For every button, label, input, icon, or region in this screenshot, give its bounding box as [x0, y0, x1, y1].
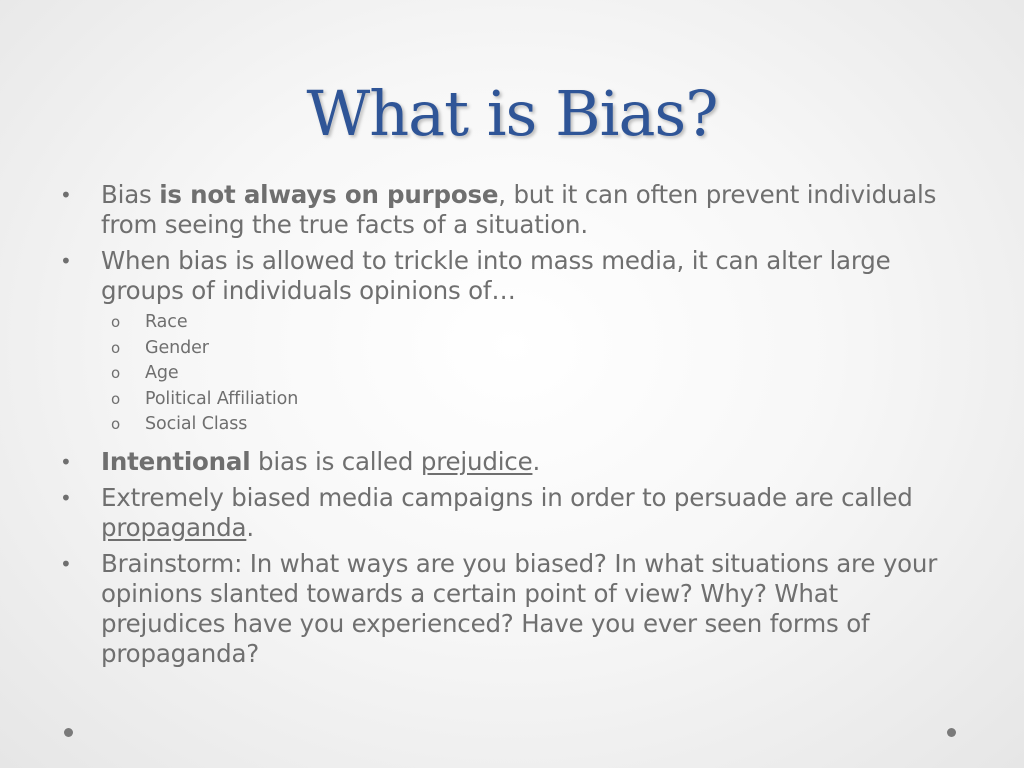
sub-bullet-circle-icon: o	[111, 338, 121, 357]
bullet-text: Extremely biased media campaigns in order to persuade are called	[101, 482, 913, 512]
sub-bullet-list	[60, 310, 965, 438]
bullet-item-intentional	[60, 447, 965, 477]
sub-bullet-circle-icon: o	[111, 313, 121, 331]
bullet-bold-text: Intentional	[101, 446, 251, 476]
bullet-text: , but it can often prevent individuals from seeing the true facts of a situation.	[101, 180, 937, 239]
bullet-item-bias-purpose	[60, 180, 965, 240]
sub-bullet-text: Age	[145, 363, 179, 383]
bullet-list	[60, 180, 965, 675]
bullet-item-mass-media	[60, 246, 965, 306]
underlined-term-prejudice: prejudice	[420, 446, 533, 476]
sub-bullet-text: Race	[145, 312, 188, 332]
sub-bullet-item	[60, 361, 965, 387]
bullet-text: When bias is allowed to trickle into mass media, it can alter large groups of individuals opinions of…	[101, 246, 891, 305]
bullet-dot-icon: •	[60, 183, 72, 207]
bullet-bold-text: is not always on purpose	[159, 180, 499, 209]
bullet-text: .	[246, 512, 254, 542]
bullet-dot-icon: •	[60, 551, 72, 576]
sub-bullet-text: Social Class	[145, 414, 248, 434]
bullet-dot-icon: •	[60, 485, 72, 510]
sub-bullet-circle-icon: o	[111, 389, 121, 408]
corner-dot-left-icon	[64, 728, 73, 737]
bullet-text: Bias	[101, 180, 160, 209]
sub-bullet-text: Political Affiliation	[145, 388, 299, 409]
bullet-item-brainstorm	[60, 549, 965, 669]
sub-bullet-item	[60, 412, 965, 438]
sub-bullet-item	[60, 387, 965, 413]
sub-bullet-text: Gender	[145, 337, 209, 358]
sub-bullet-circle-icon: o	[111, 415, 121, 433]
bullet-item-propaganda	[60, 483, 965, 543]
corner-dot-right-icon	[947, 728, 956, 737]
sub-bullet-item	[60, 310, 965, 336]
bullet-dot-icon: •	[60, 249, 72, 273]
bullet-text: .	[532, 446, 541, 476]
sub-bullet-item	[60, 336, 965, 362]
bullet-text: Brainstorm: In what ways are you biased? In what situations are your opinions slanted towards a certain point of view? Why? What prejudices have you experienced? Have you ever seen forms of propaganda?	[101, 548, 938, 668]
underlined-term-propaganda: propaganda	[101, 512, 247, 542]
sub-bullet-circle-icon: o	[111, 364, 121, 382]
bullet-text: bias is called	[250, 446, 421, 476]
bullet-dot-icon: •	[60, 449, 72, 474]
slide-title: What is Bias?	[306, 77, 718, 150]
